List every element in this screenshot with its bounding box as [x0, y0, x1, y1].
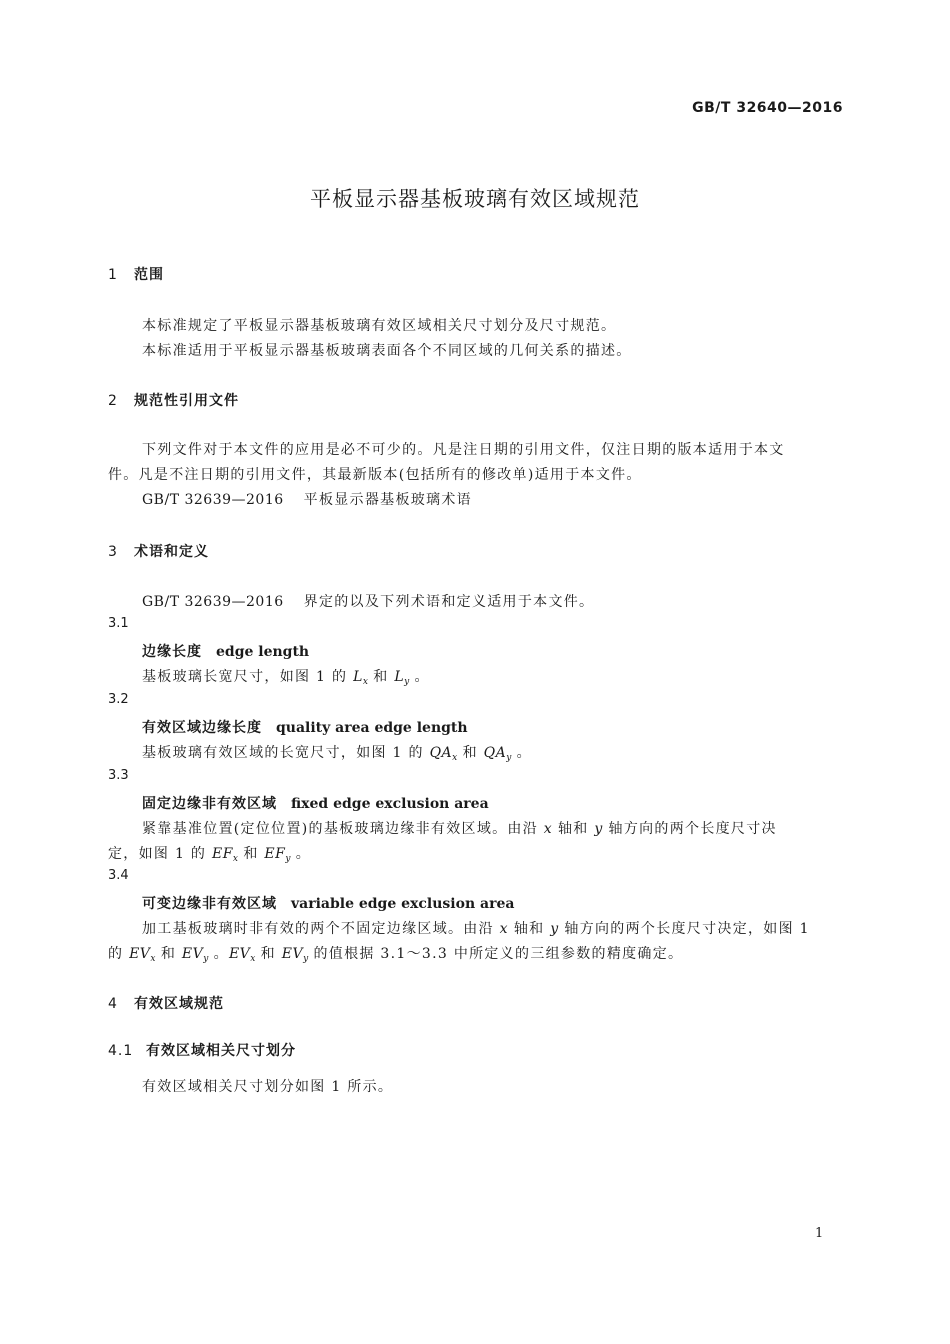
term-english: variable edge exclusion area — [291, 896, 515, 912]
subsection-title: 有效区域相关尺寸划分 — [146, 1043, 296, 1059]
paragraph: 有效区域相关尺寸划分如图 1 所示。 — [142, 1079, 394, 1095]
section-number: 4 — [108, 996, 118, 1012]
paragraph: 本标准适用于平板显示器基板玻璃表面各个不同区域的几何关系的描述。 — [142, 343, 632, 359]
term-chinese: 边缘长度 — [142, 644, 202, 660]
page-number: 1 — [815, 1226, 824, 1241]
term-definition-line: 定，如图 1 的 $EF_x$ 和 $EF_y$ 。 — [108, 846, 312, 864]
section-number: 1 — [108, 267, 118, 283]
term-number: 3.2 — [108, 692, 129, 707]
term-entry — [142, 893, 514, 913]
term-english: quality area edge length — [276, 720, 468, 736]
term-english: edge length — [216, 644, 310, 660]
section-title: 规范性引用文件 — [134, 393, 239, 409]
term-number: 3.4 — [108, 868, 129, 883]
standard-number: GB/T 32640—2016 — [692, 100, 843, 116]
reference-code: GB/T 32639—2016 — [142, 492, 284, 508]
term-definition-line: 加工基板玻璃时非有效的两个不固定边缘区域。由沿 x 轴和 y 轴方向的两个长度尺寸决定，如图 1 — [142, 921, 810, 937]
term-chinese: 可变边缘非有效区域 — [142, 896, 277, 912]
section-title: 有效区域规范 — [134, 996, 224, 1012]
section-number: 2 — [108, 393, 118, 409]
section-4-heading — [108, 993, 224, 1013]
paragraph: 本标准规定了平板显示器基板玻璃有效区域相关尺寸划分及尺寸规范。 — [142, 318, 617, 334]
term-chinese: 固定边缘非有效区域 — [142, 796, 277, 812]
section-2-heading — [108, 390, 239, 410]
reference-code: GB/T 32639—2016 — [142, 594, 284, 610]
subsection-number: 4.1 — [108, 1043, 134, 1059]
section-3-heading — [108, 541, 209, 561]
term-definition: 基板玻璃有效区域的长宽尺寸，如图 1 的 $QA_x$ 和 $QA_y$ 。 — [142, 745, 532, 763]
section-1-heading — [108, 264, 164, 284]
term-definition: 基板玻璃长宽尺寸，如图 1 的 $L_x$ 和 $L_y$ 。 — [142, 669, 430, 687]
section-title: 术语和定义 — [134, 544, 209, 560]
subsection-4-1-heading — [108, 1040, 296, 1060]
term-entry — [142, 793, 489, 813]
term-number: 3.3 — [108, 768, 129, 783]
section-title: 范围 — [134, 267, 164, 283]
section-number: 3 — [108, 544, 118, 560]
term-definition-line: 紧靠基准位置(定位位置)的基板玻璃边缘非有效区域。由沿 x 轴和 y 轴方向的两个长度尺寸决 — [142, 821, 777, 837]
paragraph-line: 下列文件对于本文件的应用是必不可少的。凡是注日期的引用文件，仅注日期的版本适用于本文 — [142, 442, 785, 458]
paragraph-line: 件。凡是不注日期的引用文件，其最新版本(包括所有的修改单)适用于本文件。 — [108, 467, 642, 483]
term-definition-line: 的 $EV_x$ 和 $EV_y$ 。$EV_x$ 和 $EV_y$ 的值根据 3.1～3.3 中所定义的三组参数的精度确定。 — [108, 946, 684, 964]
term-entry — [142, 717, 468, 737]
term-entry — [142, 641, 309, 661]
term-chinese: 有效区域边缘长度 — [142, 720, 262, 736]
reference-title: 平板显示器基板玻璃术语 — [303, 492, 472, 508]
term-english: fixed edge exclusion area — [291, 796, 489, 812]
term-number: 3.1 — [108, 616, 129, 631]
page-title: 平板显示器基板玻璃有效区域规范 — [310, 187, 640, 211]
normative-reference — [142, 489, 472, 509]
paragraph: GB/T 32639—2016 界定的以及下列术语和定义适用于本文件。 — [142, 594, 595, 610]
